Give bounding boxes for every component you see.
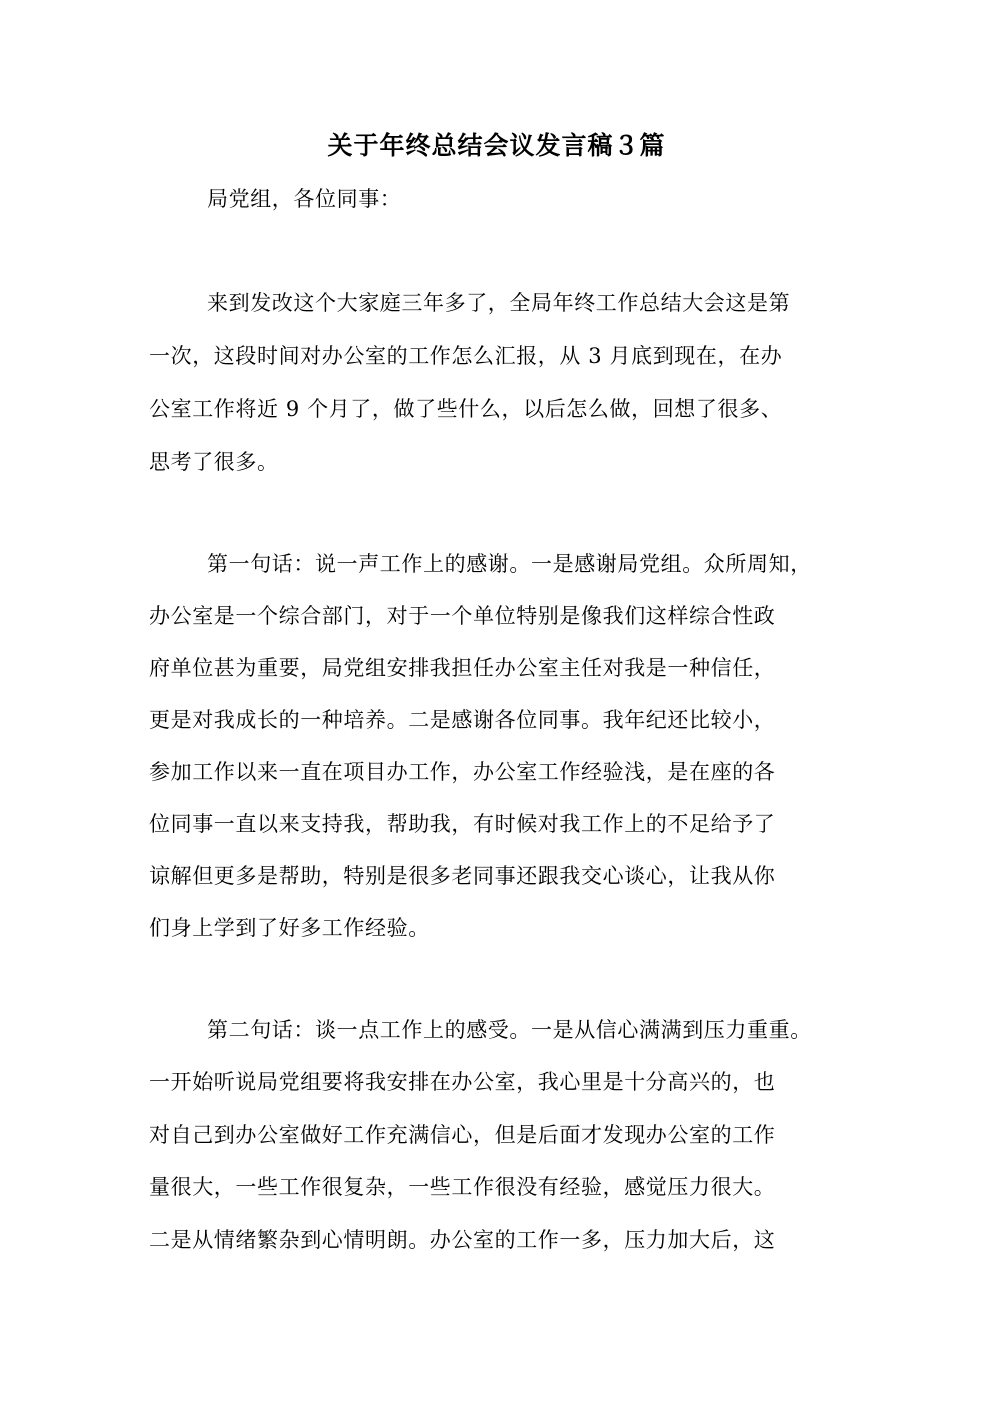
paragraph-1-line: 公室工作将近 9 个月了，做了些什么，以后怎么做，回想了很多、 xyxy=(149,397,783,421)
paragraph-2-line: 谅解但更多是帮助，特别是很多老同事还跟我交心谈心，让我从你 xyxy=(149,864,776,888)
paragraph-3-line: 第二句话：谈一点工作上的感受。一是从信心满满到压力重重。 xyxy=(207,1018,812,1042)
paragraph-3-line: 对自己到办公室做好工作充满信心，但是后面才发现办公室的工作 xyxy=(149,1123,776,1147)
paragraph-3-line: 量很大，一些工作很复杂，一些工作很没有经验，感觉压力很大。 xyxy=(149,1175,776,1199)
salutation: 局党组，各位同事： xyxy=(207,187,402,211)
paragraph-2-line: 办公室是一个综合部门，对于一个单位特别是像我们这样综合性政 xyxy=(149,604,776,628)
paragraph-2-line: 位同事一直以来支持我，帮助我，有时候对我工作上的不足给予了 xyxy=(149,812,776,836)
paragraph-2-line: 们身上学到了好多工作经验。 xyxy=(149,916,430,940)
paragraph-2-line: 府单位甚为重要，局党组安排我担任办公室主任对我是一种信任， xyxy=(149,656,776,680)
paragraph-2-line: 第一句话：说一声工作上的感谢。一是感谢局党组。众所周知， xyxy=(207,552,812,576)
paragraph-3-line: 一开始听说局党组要将我安排在办公室，我心里是十分高兴的，也 xyxy=(149,1070,776,1094)
paragraph-1-line: 一次，这段时间对办公室的工作怎么汇报，从 3 月底到现在，在办 xyxy=(149,344,783,368)
document-title: 关于年终总结会议发言稿３篇 xyxy=(327,131,666,160)
paragraph-2-line: 更是对我成长的一种培养。二是感谢各位同事。我年纪还比较小， xyxy=(149,708,776,732)
paragraph-3-line: 二是从情绪繁杂到心情明朗。办公室的工作一多，压力加大后，这 xyxy=(149,1228,776,1252)
paragraph-1-line: 来到发改这个大家庭三年多了，全局年终工作总结大会这是第 xyxy=(207,291,791,315)
paragraph-2-line: 参加工作以来一直在项目办工作，办公室工作经验浅，是在座的各 xyxy=(149,760,776,784)
paragraph-1-line: 思考了很多。 xyxy=(149,450,279,474)
